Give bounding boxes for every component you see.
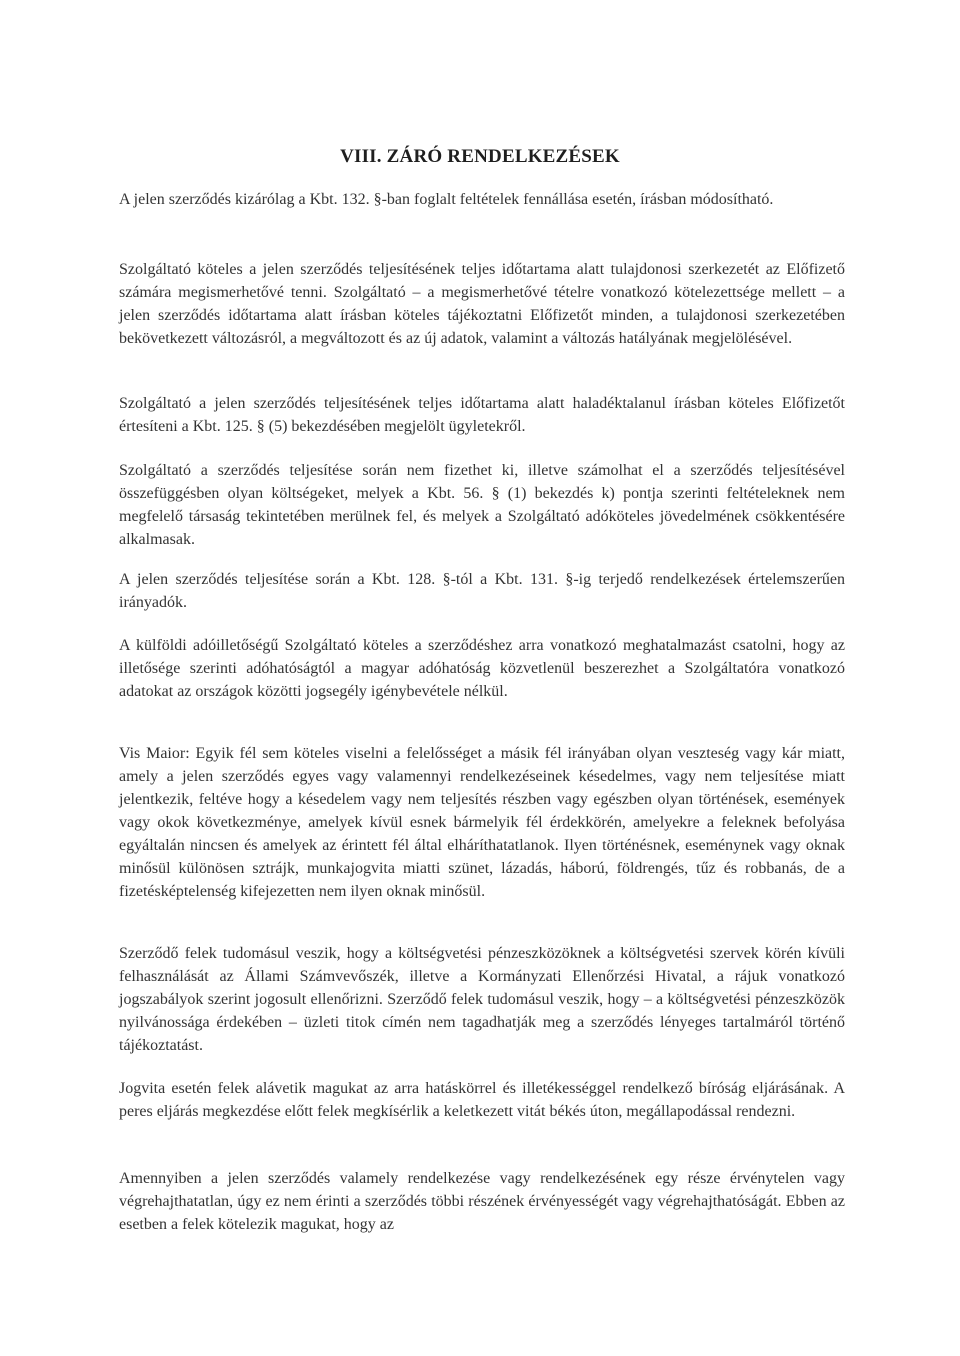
paragraph-ownership-structure: Szolgáltató köteles a jelen szerződés teljesítésének teljes időtartama alatt tulajdonosi szerkezetét az Előfizető számára megismerhetővé tenni. Szolgáltató – a megismerhetővé tételre vonatkozó kötelezettsége mellett – a jelen szerződés időtartama alatt írásban köteles tájékoztatni Előfizetőt minden, a tulajdonosi szerkezetében bekövetkezett változásról, a megváltozott és az új adatok, valamint a változás hatályának megjelölésével. [119, 261, 845, 347]
paragraph-applicable-provisions: A jelen szerződés teljesítése során a Kbt. 128. §-tól a Kbt. 131. §-ig terjedő rendelkezések értelemszerűen irányadók. [119, 571, 845, 611]
paragraph-notification: Szolgáltató a jelen szerződés teljesítésének teljes időtartama alatt haladéktalanul írásban köteles Előfizetőt értesíteni a Kbt. 125. § (5) bekezdésében megjelölt ügyletekről. [119, 395, 845, 435]
paragraph-costs: Szolgáltató a szerződés teljesítése során nem fizethet ki, illetve számolhat el a szerződés teljesítésével összefüggésben olyan költségeket, melyek a Kbt. 56. § (1) bekezdés k) pontja szerinti feltételeknek nem megfelelő társaság tekintetében merülnek fel, és melyek a Szolgáltató adóköteles jövedelmének csökkentésére alkalmasak. [119, 462, 845, 548]
paragraph-legal-dispute: Jogvita esetén felek alávetik magukat az arra hatáskörrel és illetékességgel rendelkező bíróság eljárásának. A peres eljárás megkezdése előtt felek megkísérlik a keletkezett vitát békés úton, megállapodással rendezni. [119, 1080, 845, 1120]
paragraph-foreign-tax-residency: A külföldi adóilletőségű Szolgáltató köteles a szerződéshez arra vonatkozó meghatalmazást csatolni, hogy az illetősége szerinti adóhatóságtól a magyar adóhatóság közvetlenül beszerezhet a Szolgáltatóra vonatkozó adatokat az országok közötti jogsegély igénybevétele nélkül. [119, 637, 845, 700]
paragraph-force-majeure: Vis Maior: Egyik fél sem köteles viselni a felelősséget a másik fél irányában olyan veszteség vagy kár miatt, amely a jelen szerződés egyes vagy valamennyi rendelkezéseinek késedelmes, vagy nem teljesítése miatt jelentkezik, feltéve hogy a késedelem vagy nem teljesítés részben vagy egészben olyan történések, események vagy okok következménye, amelyek kívül esnek bármelyik fél érdekkörén, amelyekre a feleknek befolyása egyáltalán nincsen és amelyek az érintett fél által elháríthatatlanok. Ilyen történésnek, eseménynek vagy oknak minősül különösen sztrájk, munkajogvita miatti szünet, lázadás, háború, földrengés, tűz és robbanás, de a fizetésképtelenség kifejezetten nem ilyen oknak minősül. [119, 745, 845, 900]
paragraph-amendment: A jelen szerződés kizárólag a Kbt. 132. §-ban foglalt feltételek fennállása esetén, írásban módosítható. [119, 191, 774, 208]
section-heading: VIII. ZÁRÓ RENDELKEZÉSEK [340, 146, 620, 167]
paragraph-severability: Amennyiben a jelen szerződés valamely rendelkezése vagy rendelkezésének egy része érvénytelen vagy végrehajthatatlan, úgy ez nem érinti a szerződés többi részének érvényességét vagy végrehajthatóságát. Ebben az esetben a felek kötelezik magukat, hogy az [119, 1170, 845, 1233]
paragraph-budget-audit: Szerződő felek tudomásul veszik, hogy a költségvetési pénzeszközöknek a költségvetési szervek körén kívüli felhasználását az Állami Számvevőszék, illetve a Kormányzati Ellenőrzési Hivatal, a rájuk vonatkozó jogszabályok szerint jogosult ellenőrizni. Szerződő felek tudomásul veszik, hogy – a költségvetési pénzeszközök nyilvánossága érdekében – üzleti titok címén nem tagadhatják meg a szerződés lényeges tartalmáról történő tájékoztatást. [119, 945, 845, 1054]
